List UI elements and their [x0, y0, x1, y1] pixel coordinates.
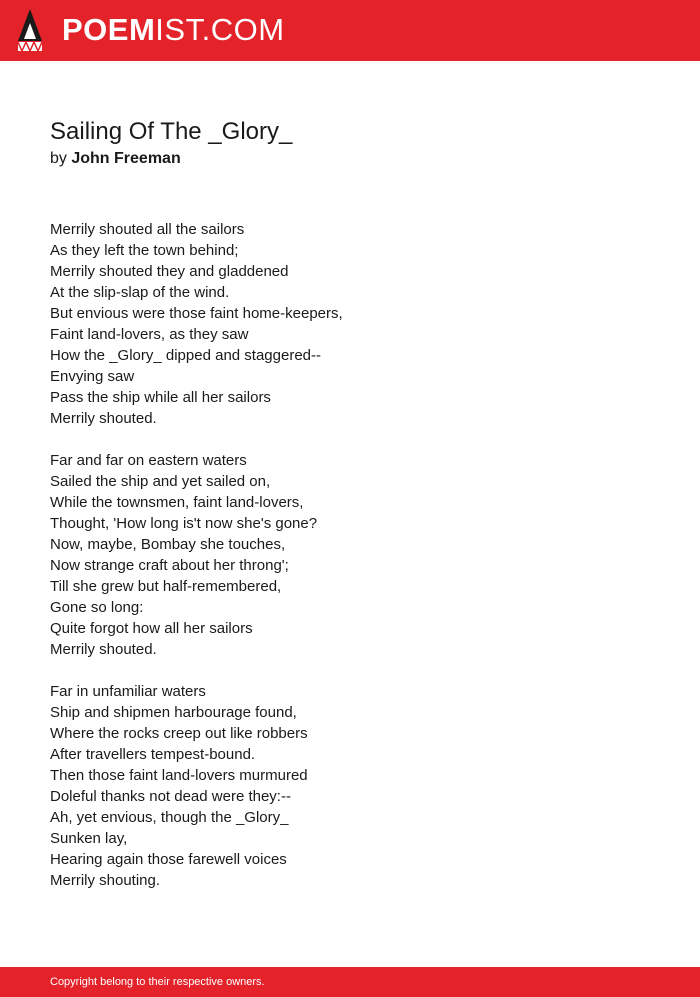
header-bar: [0, 0, 700, 61]
poem-title: Sailing Of The _Glory_: [50, 118, 293, 145]
poem-line: While the townsmen, faint land-lovers,: [50, 494, 304, 511]
poem-line: Pass the ship while all her sailors: [50, 389, 271, 406]
logo-light-text: IST.COM: [155, 12, 285, 47]
poem-line: Merrily shouted they and gladdened: [50, 263, 289, 280]
poem-line: Far and far on eastern waters: [50, 452, 247, 469]
footer-bar: [0, 967, 700, 997]
poem-line: Far in unfamiliar waters: [50, 683, 206, 700]
poem-line: Gone so long:: [50, 599, 144, 616]
byline: [50, 148, 181, 170]
poem-line: At the slip-slap of the wind.: [50, 284, 230, 301]
poem-line: But envious were those faint home-keepers,: [50, 305, 343, 322]
pencil-tip-icon: [17, 9, 43, 52]
poem-line: Now, maybe, Bombay she touches,: [50, 536, 286, 553]
poem-line: How the _Glory_ dipped and staggered--: [50, 347, 321, 364]
poem-line: Hearing again those farewell voices: [50, 851, 287, 868]
poem-line: Ship and shipmen harbourage found,: [50, 704, 297, 721]
poem-line: Doleful thanks not dead were they:--: [50, 788, 291, 805]
poem-line: As they left the town behind;: [50, 242, 239, 259]
poem-line: Sunken lay,: [50, 830, 128, 847]
poem-line: Envying saw: [50, 368, 135, 385]
poem-line: Merrily shouted all the sailors: [50, 221, 245, 238]
poem-line: Till she grew but half-remembered,: [50, 578, 282, 595]
site-logo[interactable]: [62, 12, 285, 48]
poem-line: Merrily shouted.: [50, 641, 157, 658]
poem-line: Where the rocks creep out like robbers: [50, 725, 308, 742]
poem-line: Quite forgot how all her sailors: [50, 620, 253, 637]
logo-bold-text: POEM: [62, 12, 156, 47]
poem-line: After travellers tempest-bound.: [50, 746, 256, 763]
poem-line: Thought, 'How long is't now she's gone?: [50, 515, 318, 532]
stanza: [50, 219, 343, 429]
poem-line: Ah, yet envious, though the _Glory_: [50, 809, 289, 826]
poem-line: Then those faint land-lovers murmured: [50, 767, 308, 784]
poem-line: Merrily shouting.: [50, 872, 161, 889]
poem-line: Merrily shouted.: [50, 410, 157, 427]
stanza: [50, 450, 343, 660]
poem-line: Faint land-lovers, as they saw: [50, 326, 249, 343]
copyright-text: Copyright belong to their respective owners.: [50, 976, 265, 988]
poem-line: Now strange craft about her throng';: [50, 557, 289, 574]
poem-body: [50, 219, 343, 912]
poem-line: Sailed the ship and yet sailed on,: [50, 473, 271, 490]
by-label: by: [50, 150, 67, 167]
author-name: John Freeman: [71, 150, 181, 167]
stanza: [50, 681, 343, 891]
